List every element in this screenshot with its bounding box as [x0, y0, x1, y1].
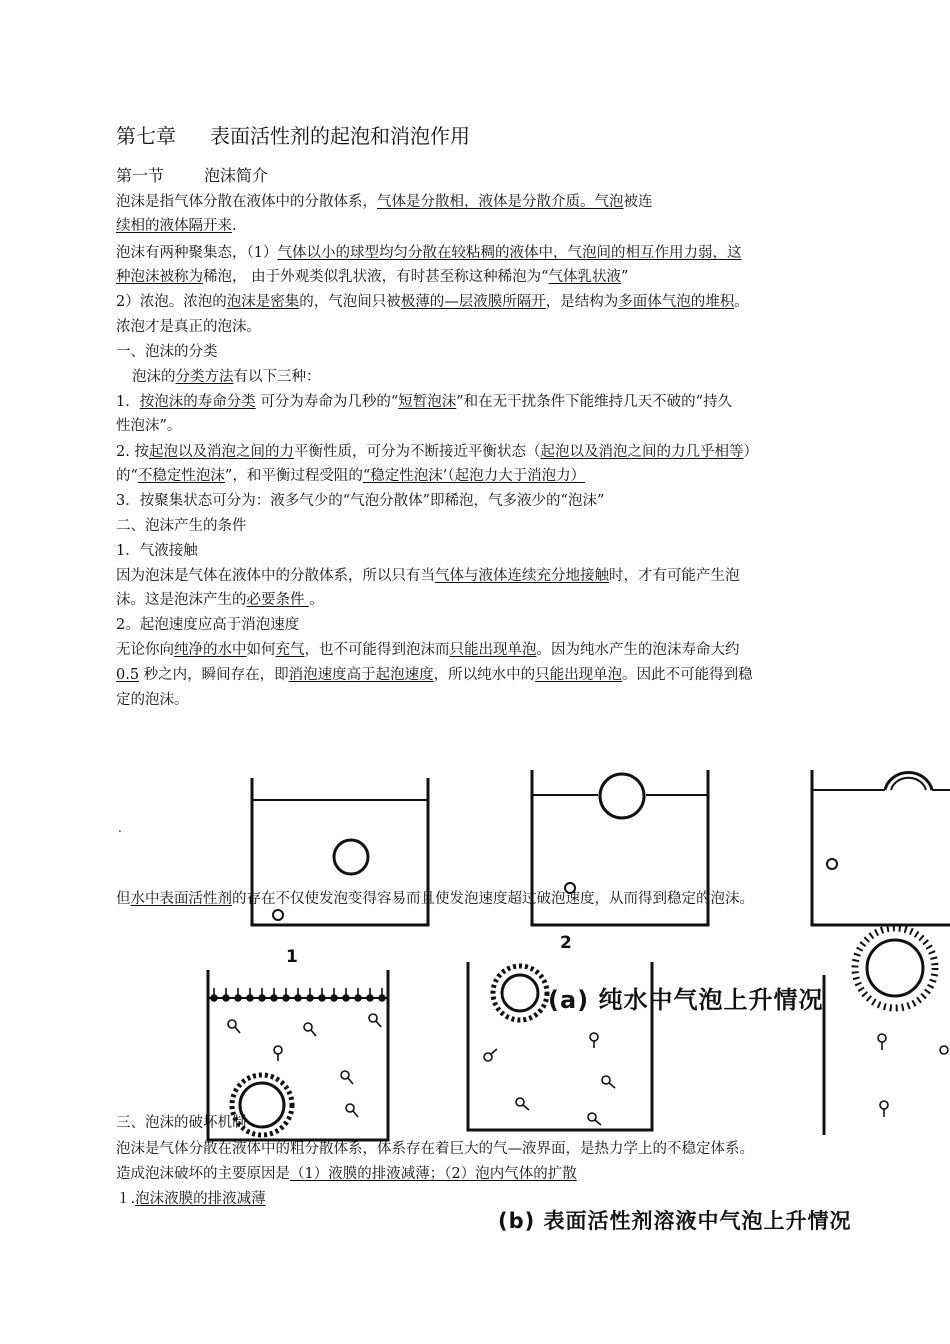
- figure-label-2: 2: [560, 933, 572, 953]
- paragraph-destruction-3: １.泡沫液膜的排液减薄: [116, 1191, 266, 1207]
- paragraph-destruction-1: 泡沫是气体分散在液体中的粗分散体系，体系存在着巨大的气—液界面，是热力学上的不稳定体系。: [116, 1141, 754, 1157]
- heading-classification: 一、泡沫的分类: [116, 344, 218, 360]
- figure-caption-b: (b) 表面活性剂溶液中气泡上升情况: [498, 1209, 852, 1233]
- heading-conditions: 二、泡沫产生的条件: [116, 518, 247, 534]
- stray-dot: .: [118, 821, 122, 835]
- condition-2-text: 无论你向纯净的水中如何充气，也不可能得到泡沫而只能出现单泡。因为纯水产生的泡沫寿命大约: [116, 642, 740, 658]
- figure-label-1: 1: [286, 947, 298, 967]
- classification-item-1-cont: 性泡沫”。: [116, 418, 182, 434]
- classification-item-2-cont: 的“不稳定性泡沫”，和平衡过程受阻的“稳定性泡沫’（起泡力大于消泡力）: [116, 468, 586, 484]
- condition-2-title: 2。起泡速度应高于消泡速度: [116, 617, 300, 633]
- condition-1-title: 1．气液接触: [116, 543, 198, 559]
- condition-2-text-cont: 0.5 秒之内，瞬间存在，即消泡速度高于起泡速度，所以纯水中的只能出现单泡。因此不可能得到稳: [116, 667, 753, 683]
- paragraph-foam-definition-cont: 续相的液体隔开来.: [116, 218, 237, 234]
- paragraph-dense-foam: 2）浓泡。浓泡的泡沫是密集的，气泡间只被极薄的—层液膜所隔开，是结构为多面体气泡的堆积。: [116, 294, 749, 310]
- classification-item-1: 1．按泡沫的寿命分类 可分为寿命为几秒的“短暂泡沫”和在无干扰条件下能维持几天不破的“持久: [116, 394, 733, 410]
- condition-1-text: 因为泡沫是气体在液体中的分散体系，所以只有当气体与液体连续充分地接触时，才有可能产生泡: [116, 568, 740, 584]
- dispersed-molecules: [228, 1014, 948, 1125]
- beaker-a3: [812, 770, 950, 925]
- section-title: 第一节 泡沫简介: [116, 166, 269, 185]
- condition-2-text-end: 定的泡沫。: [116, 692, 189, 708]
- paragraph-two-states: 泡沫有两种聚集态，（1）气体以小的球型均匀分散在较粘稠的液体中，气泡间的相互作用力弱，这: [116, 245, 742, 261]
- paragraph-destruction-2: 造成泡沫破坏的主要原因是（1）液膜的排液减薄；（2）泡内气体的扩散: [116, 1166, 577, 1182]
- chapter-title: 第七章 表面活性剂的起泡和消泡作用: [116, 124, 470, 148]
- paragraph-dense-foam-cont: 浓泡才是真正的泡沫。: [116, 319, 261, 335]
- classification-item-2: 2. 按起泡以及消泡之间的力平衡性质，可分为不断接近平衡状态（起泡以及消泡之间的力几乎相等）: [116, 444, 758, 460]
- paragraph-surfactant-effect: 但水中表面活性剂的存在不仅使发泡变得容易而且使发泡速度超过破泡速度，从而得到稳定的泡沫。: [116, 891, 754, 907]
- heading-foam-destruction: 三、泡沫的破坏机制: [116, 1115, 247, 1131]
- paragraph-two-states-cont: 种泡沫被称为稀泡， 由于外观类似乳状液，有时甚至称这种稀泡为“气体乳状液”: [116, 269, 629, 285]
- paragraph-foam-definition: 泡沫是指气体分散在液体中的分散体系，气体是分散相，液体是分散介质。气泡被连: [116, 194, 653, 210]
- condition-1-text-cont: 沫。这是泡沫产生的必要条件 。: [116, 592, 324, 608]
- interface-row-b1: [211, 988, 385, 1001]
- figure-caption-a: (a) 纯水中气泡上升情况: [548, 986, 824, 1014]
- classification-item-3: 3．按聚集状态可分为：液多气少的“气泡分散体”即稀泡，气多液少的“泡沫”: [116, 493, 605, 509]
- classification-intro: 泡沫的分类方法有以下三种：: [132, 369, 321, 385]
